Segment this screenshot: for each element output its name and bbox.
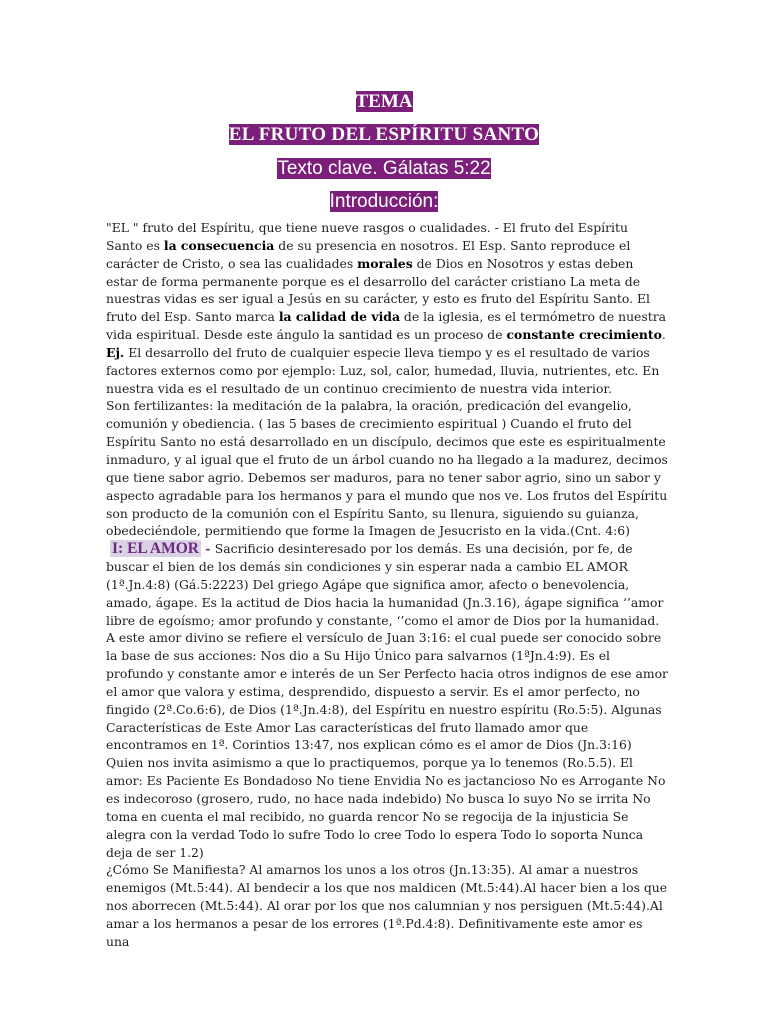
- heading-fruto-espiritu: EL FRUTO DEL ESPÍRITU SANTO: [228, 124, 540, 145]
- paragraph-el-amor: I: EL AMOR - Sacrificio desinteresado por los demás. Es una decisión, por fe, de buscar el bien de los demás sin condiciones y sin esperar nada a cambio EL AMOR (1ª.Jn.4:8) (Gá.5:2223) Del griego Agápe que significa amor, afecto o benevolencia, amado, ágape. Es la actitud de Dios hacia la humanidad (Jn.3.16), ágape significa ‘’amor libre de egoísmo; amor profundo y constante, ‘’como el amor de Dios por la humanidad. A este amor divino se refiere el versículo de Juan 3:16: el cual puede ser conocido sobre la base de sus acciones: Nos dio a Su Hijo Único para salvarnos (1ªJn.4:9). Es el profundo y constante amor e interés de un Ser Perfecto hacia otros indignos de ese amor el amor que valora y estima, desprendido, dispuesto a servir. Es el amor perfecto, no fingido (2ª.Co.6:6), de Dios (1ª.Jn.4:8), del Espíritu en nuestro espíritu (Ro.5:5). Algunas Características de Este Amor Las características del fruto llamado amor que encontramos en 1ª. Corintios 13:47, nos explican cómo es el amor de Dios (Jn.3:16) Quien nos invita asimismo a que lo practiquemos, porque ya lo tenemos (Ro.5.5). El amor: Es Paciente Es Bondadoso No tiene Envidia No es jactancioso No es Arrogante No es indecoroso (grosero, rudo, no hace nada indebido) No busca lo suyo No se irrita No toma en cuenta el mal recibido, no guarda rencor No se regocija de la injusticia Se alegra con la verdad Todo lo sufre Todo lo cree Todo lo espera Todo lo soporta Nunca deja de ser 1.2): [106, 540, 668, 860]
- section-label-el-amor: I: EL AMOR: [112, 540, 199, 558]
- heading-tema: TEMA: [355, 91, 413, 112]
- heading-texto-clave: Texto clave. Gálatas 5:22: [277, 158, 491, 179]
- body-text: [106, 219, 668, 951]
- paragraph-como-se-manifiesta: ¿Cómo Se Manifiesta? Al amarnos los unos a los otros (Jn.13:35). Al amar a nuestros enemigos (Mt.5:44). Al bendecir a los que nos maldicen (Mt.5:44).Al hacer bien a los que nos aborrecen (Mt.5:44). Al orar por los que nos calumnian y nos persiguen (Mt.5:44).Al amar a los hermanos a pesar de los errores (1ª.Pd.4:8). Definitivamente este amor es una: [106, 862, 668, 949]
- paragraph-fertilizantes: Son fertilizantes: la meditación de la palabra, la oración, predicación del evangelio, comunión y obediencia. ( las 5 bases de crecimiento espiritual ) Cuando el fruto del Espíritu Santo no está desarrollado en un discípulo, decimos que este es espiritualmente inmaduro, y al igual que el fruto de un árbol cuando no ha llegado a la madurez, decimos que tiene sabor agrio. Debemos ser maduros, para no tener sabor agrio, sino un sabor y aspecto agradable para los hermanos y para el mundo que nos ve. Los frutos del Espíritu son producto de la comunión con el Espíritu Santo, su llenura, siguiendo su guianza, obedeciéndole, permitiendo que forme la Imagen de Jesucristo en la vida.(Cnt. 4:6): [106, 398, 668, 539]
- paragraph-intro: "EL " fruto del Espíritu, que tiene nueve rasgos o cualidades. - El fruto del Espíritu Santo es la consecuencia de su presencia en nosotros. El Esp. Santo reproduce el carácter de Cristo, o sea las cualidades morales de Dios en Nosotros y estas deben estar de forma permanente porque es el desarrollo del carácter cristiano La meta de nuestras vidas es ser igual a Jesús en su carácter, y esto es fruto del Espíritu Santo. El fruto del Esp. Santo marca la calidad de vida de la iglesia, es el termómetro de nuestra vida espiritual. Desde este ángulo la santidad es un proceso de constante crecimiento. Ej. El desarrollo del fruto de cualquier especie lleva tiempo y es el resultado de varios factores externos como por ejemplo: Luz, sol, calor, humedad, lluvia, nutrientes, etc. En nuestra vida es el resultado de un continuo crecimiento de nuestra vida interior.: [106, 220, 667, 396]
- heading-introduccion: Introducción:: [329, 191, 439, 212]
